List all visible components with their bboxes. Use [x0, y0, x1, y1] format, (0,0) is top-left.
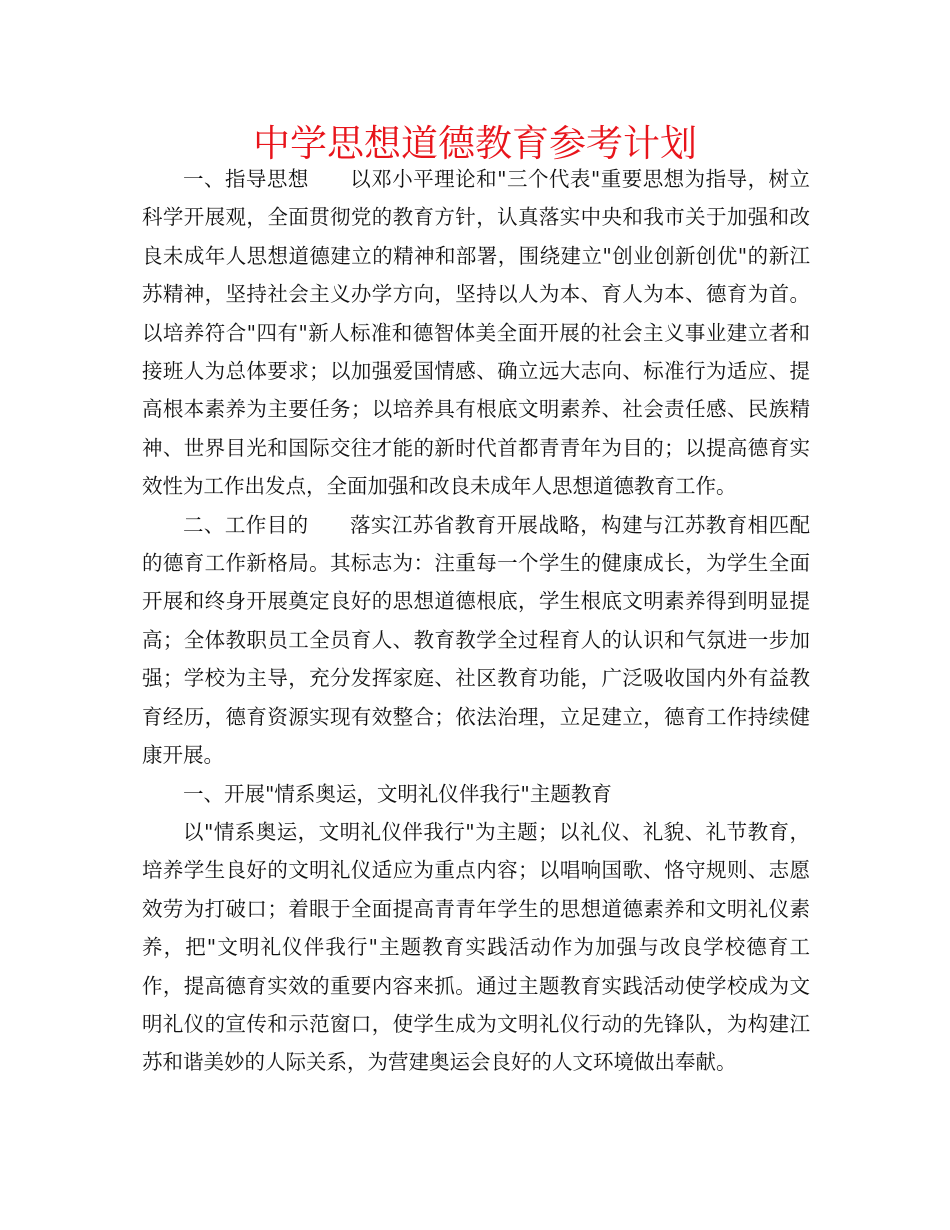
section-text: 以"情系奥运，文明礼仪伴我行"为主题；以礼仪、礼貌、礼节教育，培养学生良好的文明礼仪适应为重点内容；以唱响国歌、恪守规则、志愿效劳为打破口；着眼于全面提高青青年学生的思想道德素养和文明礼仪素养，把"文明礼仪伴我行"主题教育实践活动作为加强与改良学校德育工作，提高德育实效的重要内容来抓。通过主题教育实践活动使学校成为文明礼仪的宣传和示范窗口，使学生成为文明礼仪行动的先锋队，为构建江苏和谐美妙的人际关系，为营建奥运会良好的人文环境做出奉献。	[142, 819, 810, 1075]
paragraph-work-goals	[142, 506, 810, 775]
section-heading: 一、开展"情系奥运，文明礼仪伴我行"主题教育	[183, 781, 612, 806]
paragraph-guiding-ideology	[142, 160, 810, 506]
paragraph-theme-heading	[142, 775, 810, 813]
section-text: 落实江苏省教育开展战略，构建与江苏教育相匹配的德育工作新格局。其标志为：注重每一个学生的健康成长，为学生全面开展和终身开展奠定良好的思想道德根底，学生根底文明素养得到明显提高；全体教职员工全员育人、教育教学全过程育人的认识和气氛进一步加强；学校为主导，充分发挥家庭、社区教育功能，广泛吸收国内外有益教育经历，德育资源实现有效整合；依法治理，立足建立，德育工作持续健康开展。	[142, 512, 811, 768]
paragraph-theme-education	[142, 813, 810, 1082]
section-text: 以邓小平理论和"三个代表"重要思想为指导，树立科学开展观，全面贯彻党的教育方针，认真落实中央和我市关于加强和改良未成年人思想道德建立的精神和部署，围绕建立"创业创新创优"的新江苏精神，坚持社会主义办学方向，坚持以人为本、育人为本、德育为首。以培养符合"四有"新人标准和德智体美全面开展的社会主义事业建立者和接班人为总体要求；以加强爱国情感、确立远大志向、标准行为适应、提高根本素养为主要任务；以培养具有根底文明素养、社会责任感、民族精神、世界目光和国际交往才能的新时代首都青青年为目的；以提高德育实效性为工作出发点，全面加强和改良未成年人思想道德教育工作。	[142, 167, 811, 499]
document-body	[142, 160, 810, 1082]
section-heading: 一、指导思想	[183, 167, 309, 191]
section-heading: 二、工作目的	[183, 512, 309, 537]
document-title: 中学思想道德教育参考计划	[253, 122, 697, 165]
